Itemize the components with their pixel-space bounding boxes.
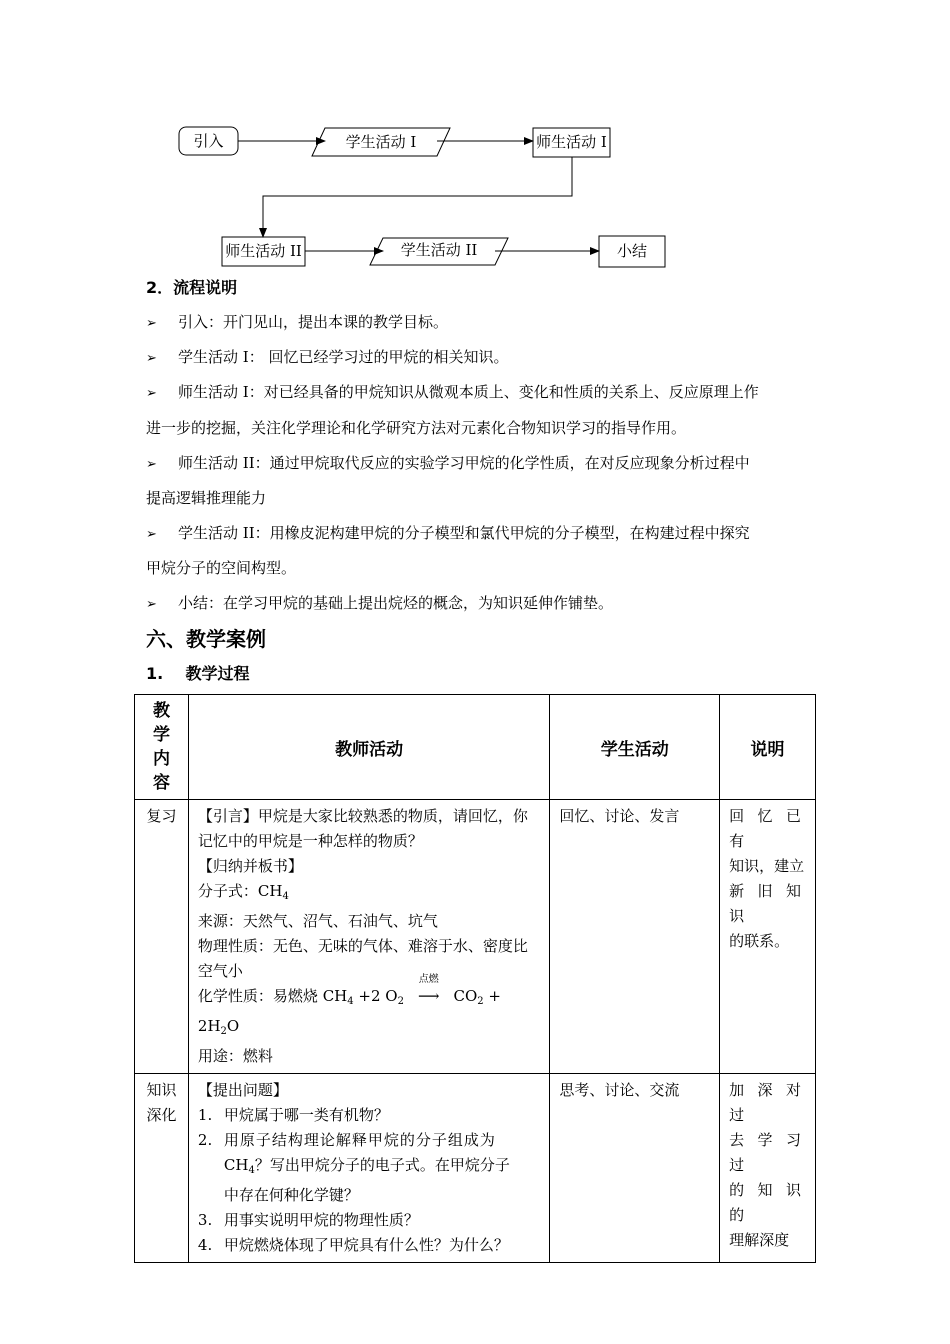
header-student-activity: 学生活动 [550, 695, 720, 800]
flow-node-summary: 小结 [616, 242, 647, 260]
process-item-teacher2: ➢ 师生活动 II：通过甲烷取代反应的实验学习甲烷的化学性质，在对反应现象分析过程中 [146, 446, 810, 482]
bullet-arrow-icon: ➢ [146, 316, 157, 331]
section-subtitle: 1. 教学过程 [146, 664, 250, 683]
process-item-intro: ➢ 引入：开门见山，提出本课的教学目标。 [146, 305, 810, 341]
header-note: 说明 [720, 695, 816, 800]
table-row [135, 1074, 816, 1263]
cell-content: 知识 深化 [135, 1074, 189, 1263]
bullet-arrow-icon: ➢ [146, 597, 157, 612]
flow-node-teacher1: 师生活动 I [536, 133, 607, 151]
cell-teacher-activity: 【引言】甲烷是大家比较熟悉的物质，请回忆，你 记忆中的甲烷是一种怎样的物质？ 【归纳并板书】 分子式：$CH_4$ 来源：天然气、沼气、石油气、坑气 物理性质：无色、无味的气体、难溶于水、密度比 空气小 化学性质：易燃烧 $CH_4 +2$ $O_2$ 点燃 ⟶ $CO_2 + 2H_2O$ 用途：燃料 [188, 800, 549, 1074]
header-teacher-activity: 教师活动 [188, 695, 549, 800]
cell-note: 加深对过 去学习过 的知识的 理解深度 [720, 1074, 816, 1263]
process-item-teacher1: ➢ 师生活动 I：对已经具备的甲烷知识从微观本质上、变化和性质的关系上、反应原理上作 [146, 375, 810, 411]
section-title: 六、教学案例 [146, 627, 266, 651]
bullet-arrow-icon: ➢ [146, 386, 157, 401]
header-content: 教 学 内 容 [135, 695, 189, 800]
process-item-teacher1-cont: 进一步的挖掘，关注化学理论和化学研究方法对元素化合物知识学习的指导作用。 [146, 419, 687, 437]
table-row [135, 800, 816, 1074]
flow-node-student1: 学生活动 I [345, 132, 417, 151]
table-header-row [135, 695, 816, 800]
flow-node-teacher2: 师生活动 II [225, 242, 302, 260]
process-heading: 2．流程说明 [146, 278, 238, 297]
bullet-arrow-icon: ➢ [146, 527, 157, 542]
combustion-equation: 化学性质：易燃烧 $CH_4 +2$ $O_2$ 点燃 ⟶ $CO_2 + 2H_2O$ [197, 974, 501, 1037]
process-item-student2: ➢ 学生活动 II：用橡皮泥构建甲烷的分子模型和氯代甲烷的分子模型，在构建过程中探究 [146, 516, 810, 552]
process-item-student1: ➢ 学生活动 I： 回忆已经学习过的甲烷的相关知识。 [146, 340, 810, 376]
flow-node-student2: 学生活动 II [400, 240, 478, 259]
process-item-teacher2-cont: 提高逻辑推理能力 [146, 489, 267, 507]
cell-note: 回忆已有 知识，建立 新旧知识 的联系。 [720, 800, 816, 1074]
cell-teacher-activity: 【提出问题】 1. 甲烷属于哪一类有机物？ 2. 用原子结构理论解释甲烷的分子组成为 $CH_4$？写出甲烷分子的电子式。在甲烷分子 中存在何种化学键？ 3. 用事实说明甲烷的物理性质？ 4. 甲烷燃烧体现了甲烷具有什么性？为什么？ [188, 1074, 549, 1263]
process-item-summary: ➢ 小结：在学习甲烷的基础上提出烷烃的概念，为知识延伸作铺垫。 [146, 586, 810, 622]
flow-node-intro: 引入 [193, 131, 224, 150]
teaching-process-table [134, 694, 816, 1263]
cell-content: 复习 [135, 800, 189, 1074]
process-item-student2-cont: 甲烷分子的空间构型。 [146, 559, 297, 577]
cell-student-activity: 思考、讨论、交流 [550, 1074, 720, 1263]
flow-arrow-3 [263, 157, 572, 237]
bullet-arrow-icon: ➢ [146, 457, 157, 472]
bullet-arrow-icon: ➢ [146, 351, 157, 366]
reaction-arrow-icon: ⟶ [417, 987, 440, 1005]
cell-student-activity: 回忆、讨论、发言 [550, 800, 720, 1074]
